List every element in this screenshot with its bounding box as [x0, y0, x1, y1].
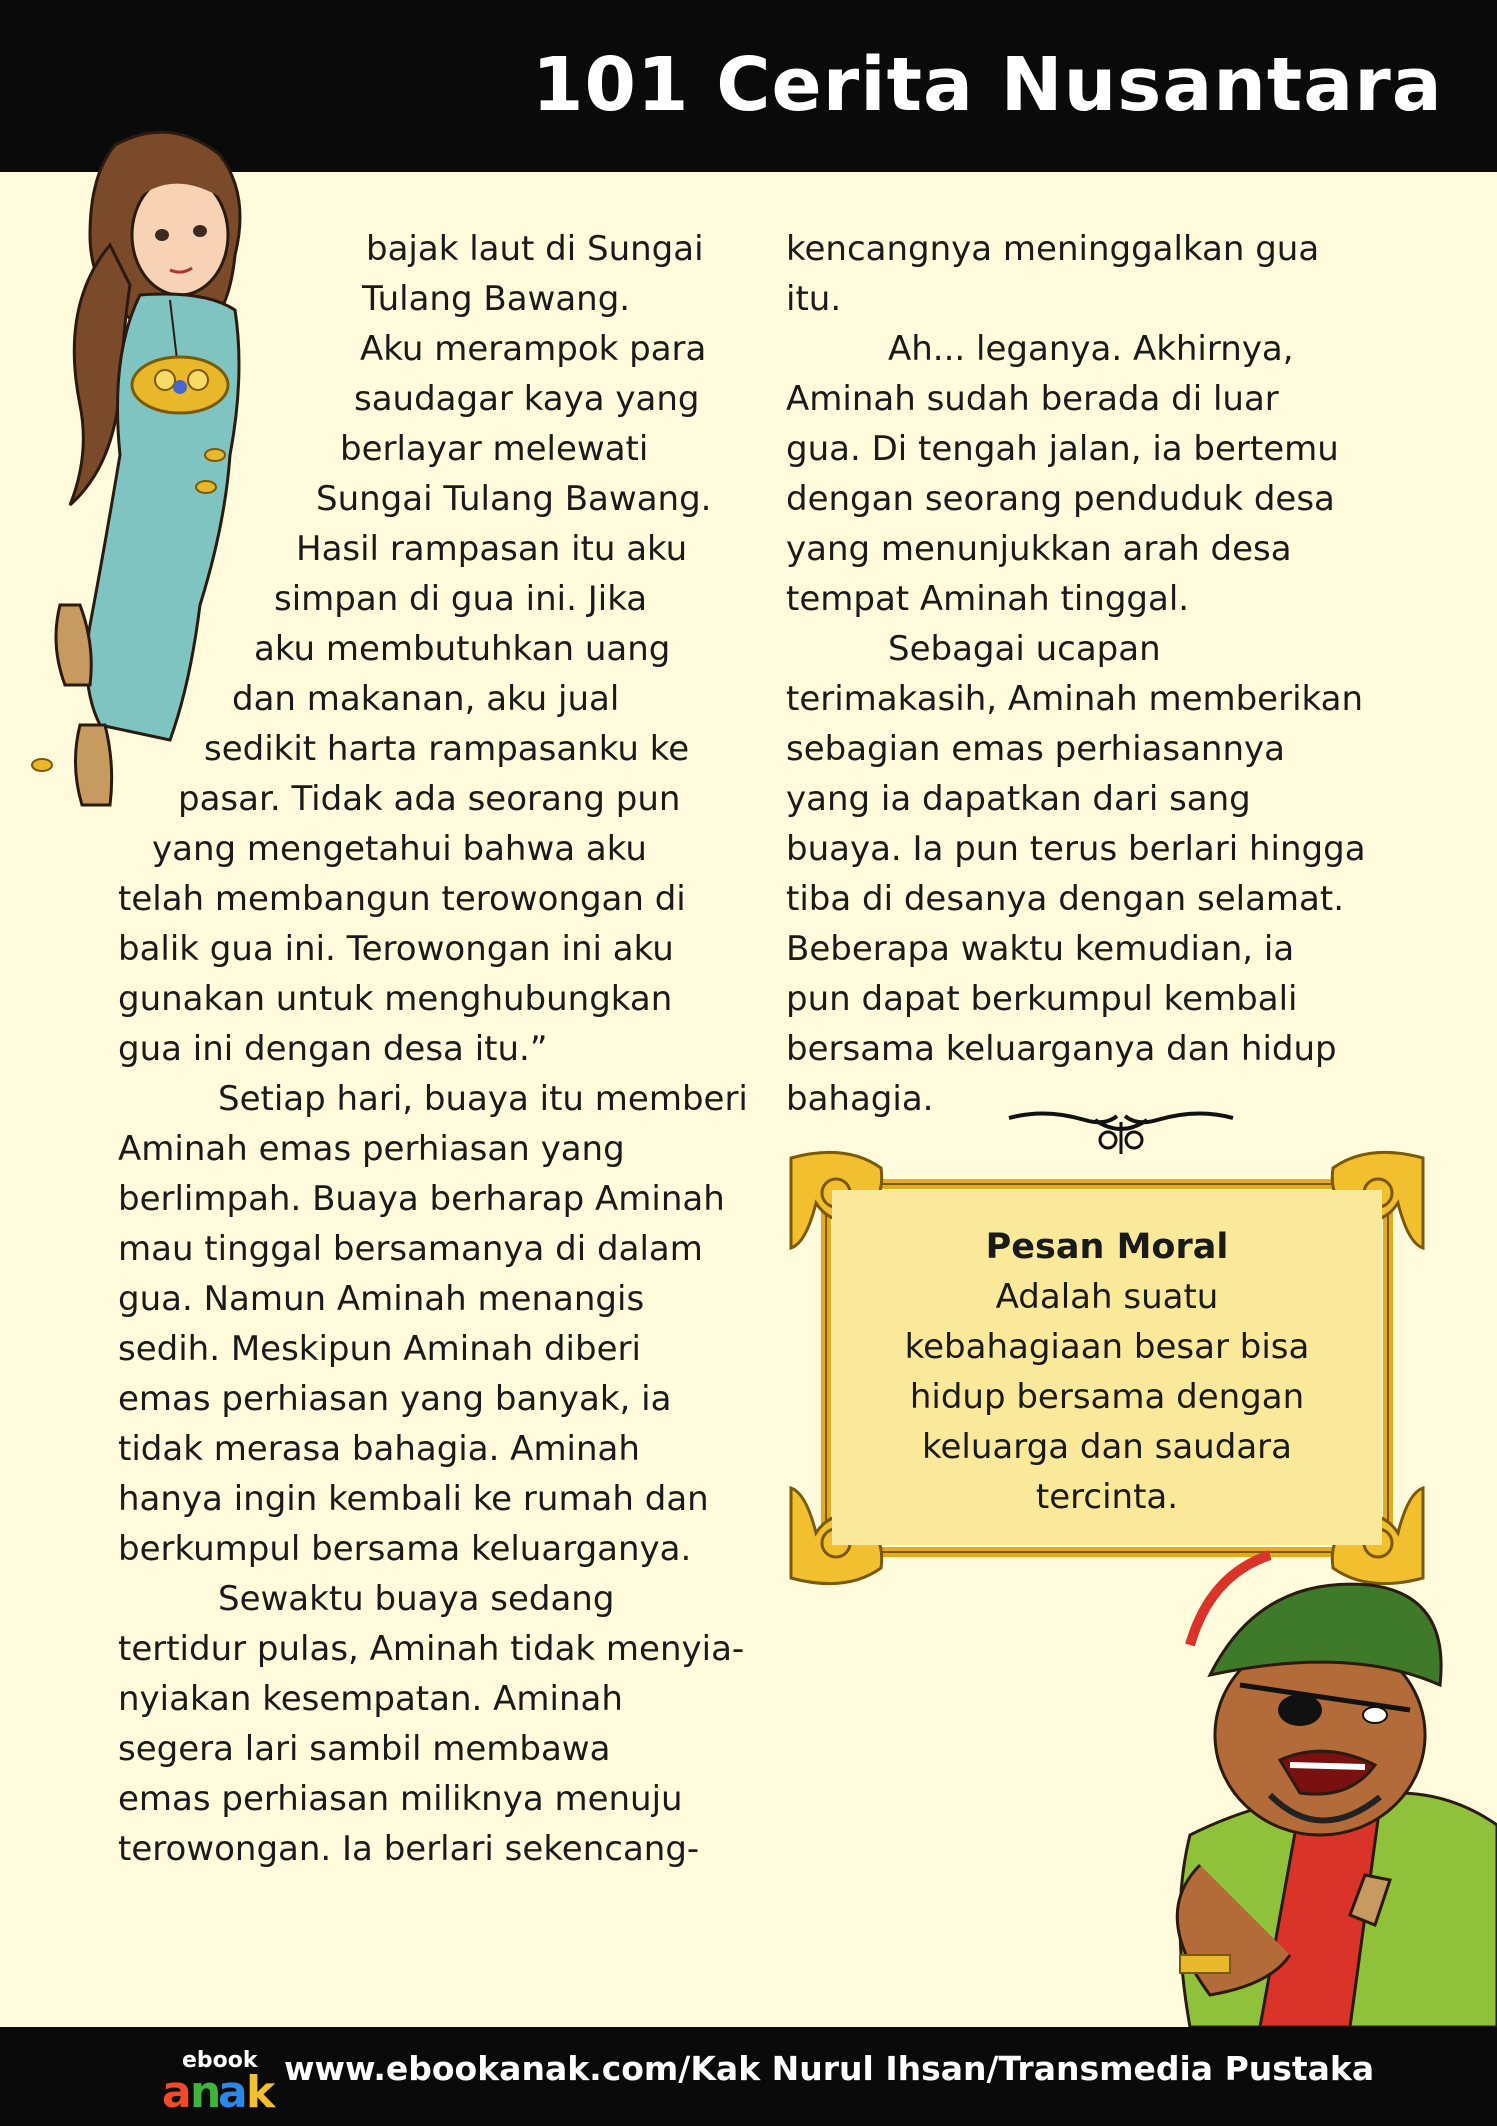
left-column-text-line: sedih. Meskipun Aminah diberi	[118, 1329, 641, 1369]
left-column-text-line: emas perhiasan yang banyak, ia	[118, 1379, 672, 1419]
left-column-text-line: gunakan untuk menghubungkan	[118, 979, 673, 1019]
ebookanak-logo-icon	[160, 2041, 282, 2113]
right-column-text-line: yang menunjukkan arah desa	[786, 529, 1292, 569]
right-column-text-line: tiba di desanya dengan selamat.	[786, 879, 1345, 919]
left-column-text-line: bajak laut di Sungai	[366, 229, 704, 269]
girl-with-gold-illustration	[20, 125, 340, 825]
moral-body: Adalah suatu kebahagiaan besar bisa hidup bersama dengan keluarga dan saudara tercinta.	[904, 1277, 1310, 1517]
moral-box	[832, 1222, 1382, 1522]
page-title: 101 Cerita Nusantara	[532, 42, 1443, 128]
page-footer	[0, 2027, 1497, 2126]
right-column-text-line: terimakasih, Aminah memberikan	[786, 679, 1364, 719]
right-column-text-line: Ah... leganya. Akhirnya,	[888, 329, 1294, 369]
moral-title: Pesan Moral	[985, 1227, 1229, 1267]
left-column-text-line: Tulang Bawang.	[362, 279, 631, 319]
svg-text:a: a	[162, 2067, 192, 2113]
left-column-text-line: nyiakan kesempatan. Aminah	[118, 1679, 623, 1719]
left-column-text-line: dan makanan, aku jual	[232, 679, 620, 719]
left-column-text-line: balik gua ini. Terowongan ini aku	[118, 929, 674, 969]
svg-text:n: n	[190, 2067, 222, 2113]
left-column-text-line: mau tinggal bersamanya di dalam	[118, 1229, 703, 1269]
left-column-text-line: berkumpul bersama keluarganya.	[118, 1529, 692, 1569]
svg-text:k: k	[246, 2067, 276, 2113]
footer-credit: www.ebookanak.com/Kak Nurul Ihsan/Transmedia Pustaka	[284, 2049, 1375, 2088]
left-column-text-line: Sungai Tulang Bawang.	[316, 479, 712, 519]
right-column-text-line: itu.	[786, 279, 842, 319]
right-column-text-line: Sebagai ucapan	[888, 629, 1161, 669]
left-column-text-line: berlayar melewati	[340, 429, 649, 469]
left-column-text-line: gua ini dengan desa itu.”	[118, 1029, 548, 1069]
right-column-text-line: sebagian emas perhiasannya	[786, 729, 1285, 769]
right-column-text-line: bahagia.	[786, 1079, 934, 1119]
pirate-illustration	[1150, 1535, 1497, 2027]
left-column-text-line: simpan di gua ini. Jika	[274, 579, 648, 619]
left-column-text-line: emas perhiasan miliknya menuju	[118, 1779, 683, 1819]
left-column-text-line: telah membangun terowongan di	[118, 879, 686, 919]
left-column-text-line: Aku merampok para	[360, 329, 707, 369]
left-column-text-line: terowongan. Ia berlari sekencang-	[118, 1829, 700, 1869]
left-column-text-line: aku membutuhkan uang	[254, 629, 671, 669]
left-column-text-line: tidak merasa bahagia. Aminah	[118, 1429, 640, 1469]
left-column-text-line: Aminah emas perhiasan yang	[118, 1129, 625, 1169]
left-column-text-line: Setiap hari, buaya itu memberi	[218, 1079, 748, 1119]
left-column-text-line: hanya ingin kembali ke rumah dan	[118, 1479, 709, 1519]
right-column-text-line: gua. Di tengah jalan, ia bertemu	[786, 429, 1339, 469]
svg-text:ebook: ebook	[182, 2048, 258, 2073]
svg-text:a: a	[218, 2067, 248, 2113]
right-column-text-line: Aminah sudah berada di luar	[786, 379, 1279, 419]
left-column-text-line: saudagar kaya yang	[354, 379, 700, 419]
left-column-text-line: sedikit harta rampasanku ke	[204, 729, 690, 769]
right-column-text-line: tempat Aminah tinggal.	[786, 579, 1190, 619]
right-column-text-line: pun dapat berkumpul kembali	[786, 979, 1298, 1019]
left-column-text-line: segera lari sambil membawa	[118, 1729, 611, 1769]
left-column-text-line: pasar. Tidak ada seorang pun	[178, 779, 681, 819]
right-column-text-line: yang ia dapatkan dari sang	[786, 779, 1251, 819]
right-column-text-line: dengan seorang penduduk desa	[786, 479, 1335, 519]
left-column-text-line: Sewaktu buaya sedang	[218, 1579, 615, 1619]
left-column-text-line: yang mengetahui bahwa aku	[152, 829, 647, 869]
right-column-text-line: Beberapa waktu kemudian, ia	[786, 929, 1295, 969]
right-column-text-line: buaya. Ia pun terus berlari hingga	[786, 829, 1366, 869]
left-column-text-line: tertidur pulas, Aminah tidak menyia-	[118, 1629, 745, 1669]
right-column-text-line: kencangnya meninggalkan gua	[786, 229, 1320, 269]
left-column-text-line: berlimpah. Buaya berharap Aminah	[118, 1179, 725, 1219]
right-column-text-line: bersama keluarganya dan hidup	[786, 1029, 1337, 1069]
left-column-text-line: Hasil rampasan itu aku	[296, 529, 688, 569]
left-column-text-line: gua. Namun Aminah menangis	[118, 1279, 645, 1319]
